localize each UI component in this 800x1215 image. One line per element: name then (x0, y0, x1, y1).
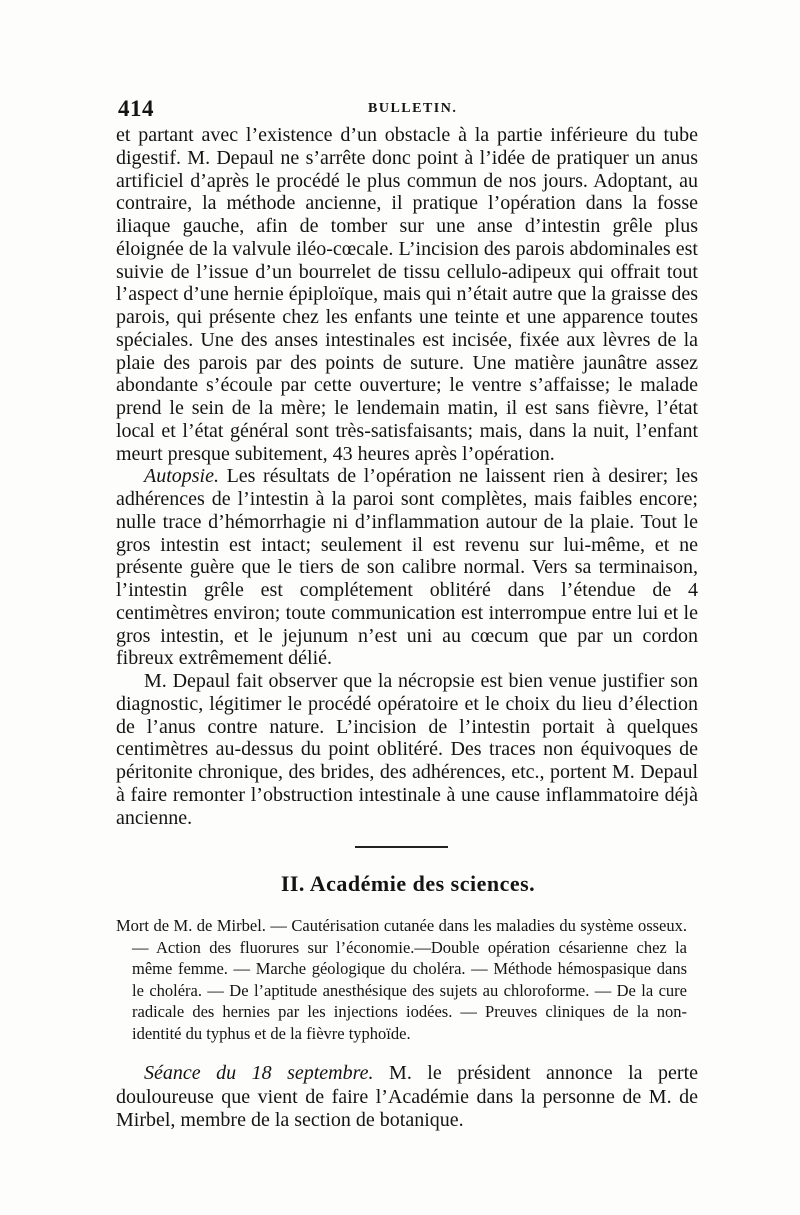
page-number: 414 (118, 96, 154, 121)
seance-label: Séance du 18 septembre. (144, 1062, 374, 1084)
section-summary: Mort de M. de Mirbel. — Cautérisation cutanée dans les maladies du système osseux. — Action des fluorures sur l’économie.—Double opération césarienne chez la même femme. — Marche géologique du choléra. — Méthode hémospasique dans le choléra. — De l’aptitude anesthésique des sujets au chloroforme. — De la cure radicale des hernies par les injections iodées. — Preuves cliniques de la non-identité du typhus et de la fièvre typhoïde. (116, 916, 687, 1043)
page-header (118, 96, 698, 126)
autopsie-label: Autopsie. (144, 465, 219, 488)
paragraph-3: M. Depaul fait observer que la nécropsie est bien venue justifier son diagnostic, légitimer le procédé opératoire et le choix du lieu d’élection de l’anus contre nature. L’incision de l’intestin portait à quelques centimètres au-dessus du point oblitéré. Des traces non équivoques de péritonite chronique, des brides, des adhérences, etc., portent M. Depaul à faire remonter l’obstruction intestinale à une cause inflammatoire déjà ancienne. (116, 670, 698, 829)
paragraph-2 (116, 465, 698, 670)
seance-paragraph (116, 1062, 698, 1133)
paragraph-1: et partant avec l’existence d’un obstacle à la partie inférieure du tube digestif. M. Depaul ne s’arrête donc point à l’idée de pratiquer un anus artificiel d’après le procédé le plus commun de nos jours. Adoptant, au contraire, la méthode ancienne, il pratique l’opération dans la fosse iliaque gauche, afin de tomber sur une anse d’intestin grêle plus éloignée de la valvule iléo-cœcale. L’incision des parois abdominales est suivie de l’issue d’un bourrelet de tissu cellulo-adipeux qui offrait tout l’aspect d’une hernie épiploïque, mais qui n’était autre que la graisse des parois, qui présente chez les enfants une teinte et une apparence toutes spéciales. Une des anses intestinales est incisée, fixée aux lèvres de la plaie des parois par des points de suture. Une matière jaunâtre assez abondante s’écoule par cette ouverture; le ventre s’affaisse; le malade prend le sein de la mère; le lendemain matin, il est sans fièvre, l’état local et l’état général sont très-satisfaisants; mais, dans la nuit, l’enfant meurt presque subitement, 43 heures après l’opération. (116, 124, 699, 465)
seance-text: M. le président annonce la perte douloureuse que vient de faire l’Académie dans la personne de M. de Mirbel, membre de la section de botanique. (116, 1062, 699, 1131)
section-divider (355, 846, 448, 848)
section-title: II. Académie des sciences. (280, 871, 536, 896)
running-title: BULLETIN. (368, 101, 458, 116)
body-text (116, 124, 698, 829)
paragraph-2-text: Les résultats de l’opération ne laissent rien à desirer; les adhérences de l’intestin à la paroi sont complètes, mais faibles encore; nulle trace d’hémorrhagie ni d’inflammation autour de la plaie. Tout le gros intestin est intact; seulement il est revenu sur lui-même, et ne présente guère que le tiers de son calibre normal. Vers sa terminaison, l’intestin grêle est complétement oblitéré dans l’étendue de 4 centimètres environ; toute communication est interrompue entre lui et le gros intestin, et le jejunum n’est uni au cœcum que par un cordon fibreux extrêmement délié. (116, 465, 698, 670)
